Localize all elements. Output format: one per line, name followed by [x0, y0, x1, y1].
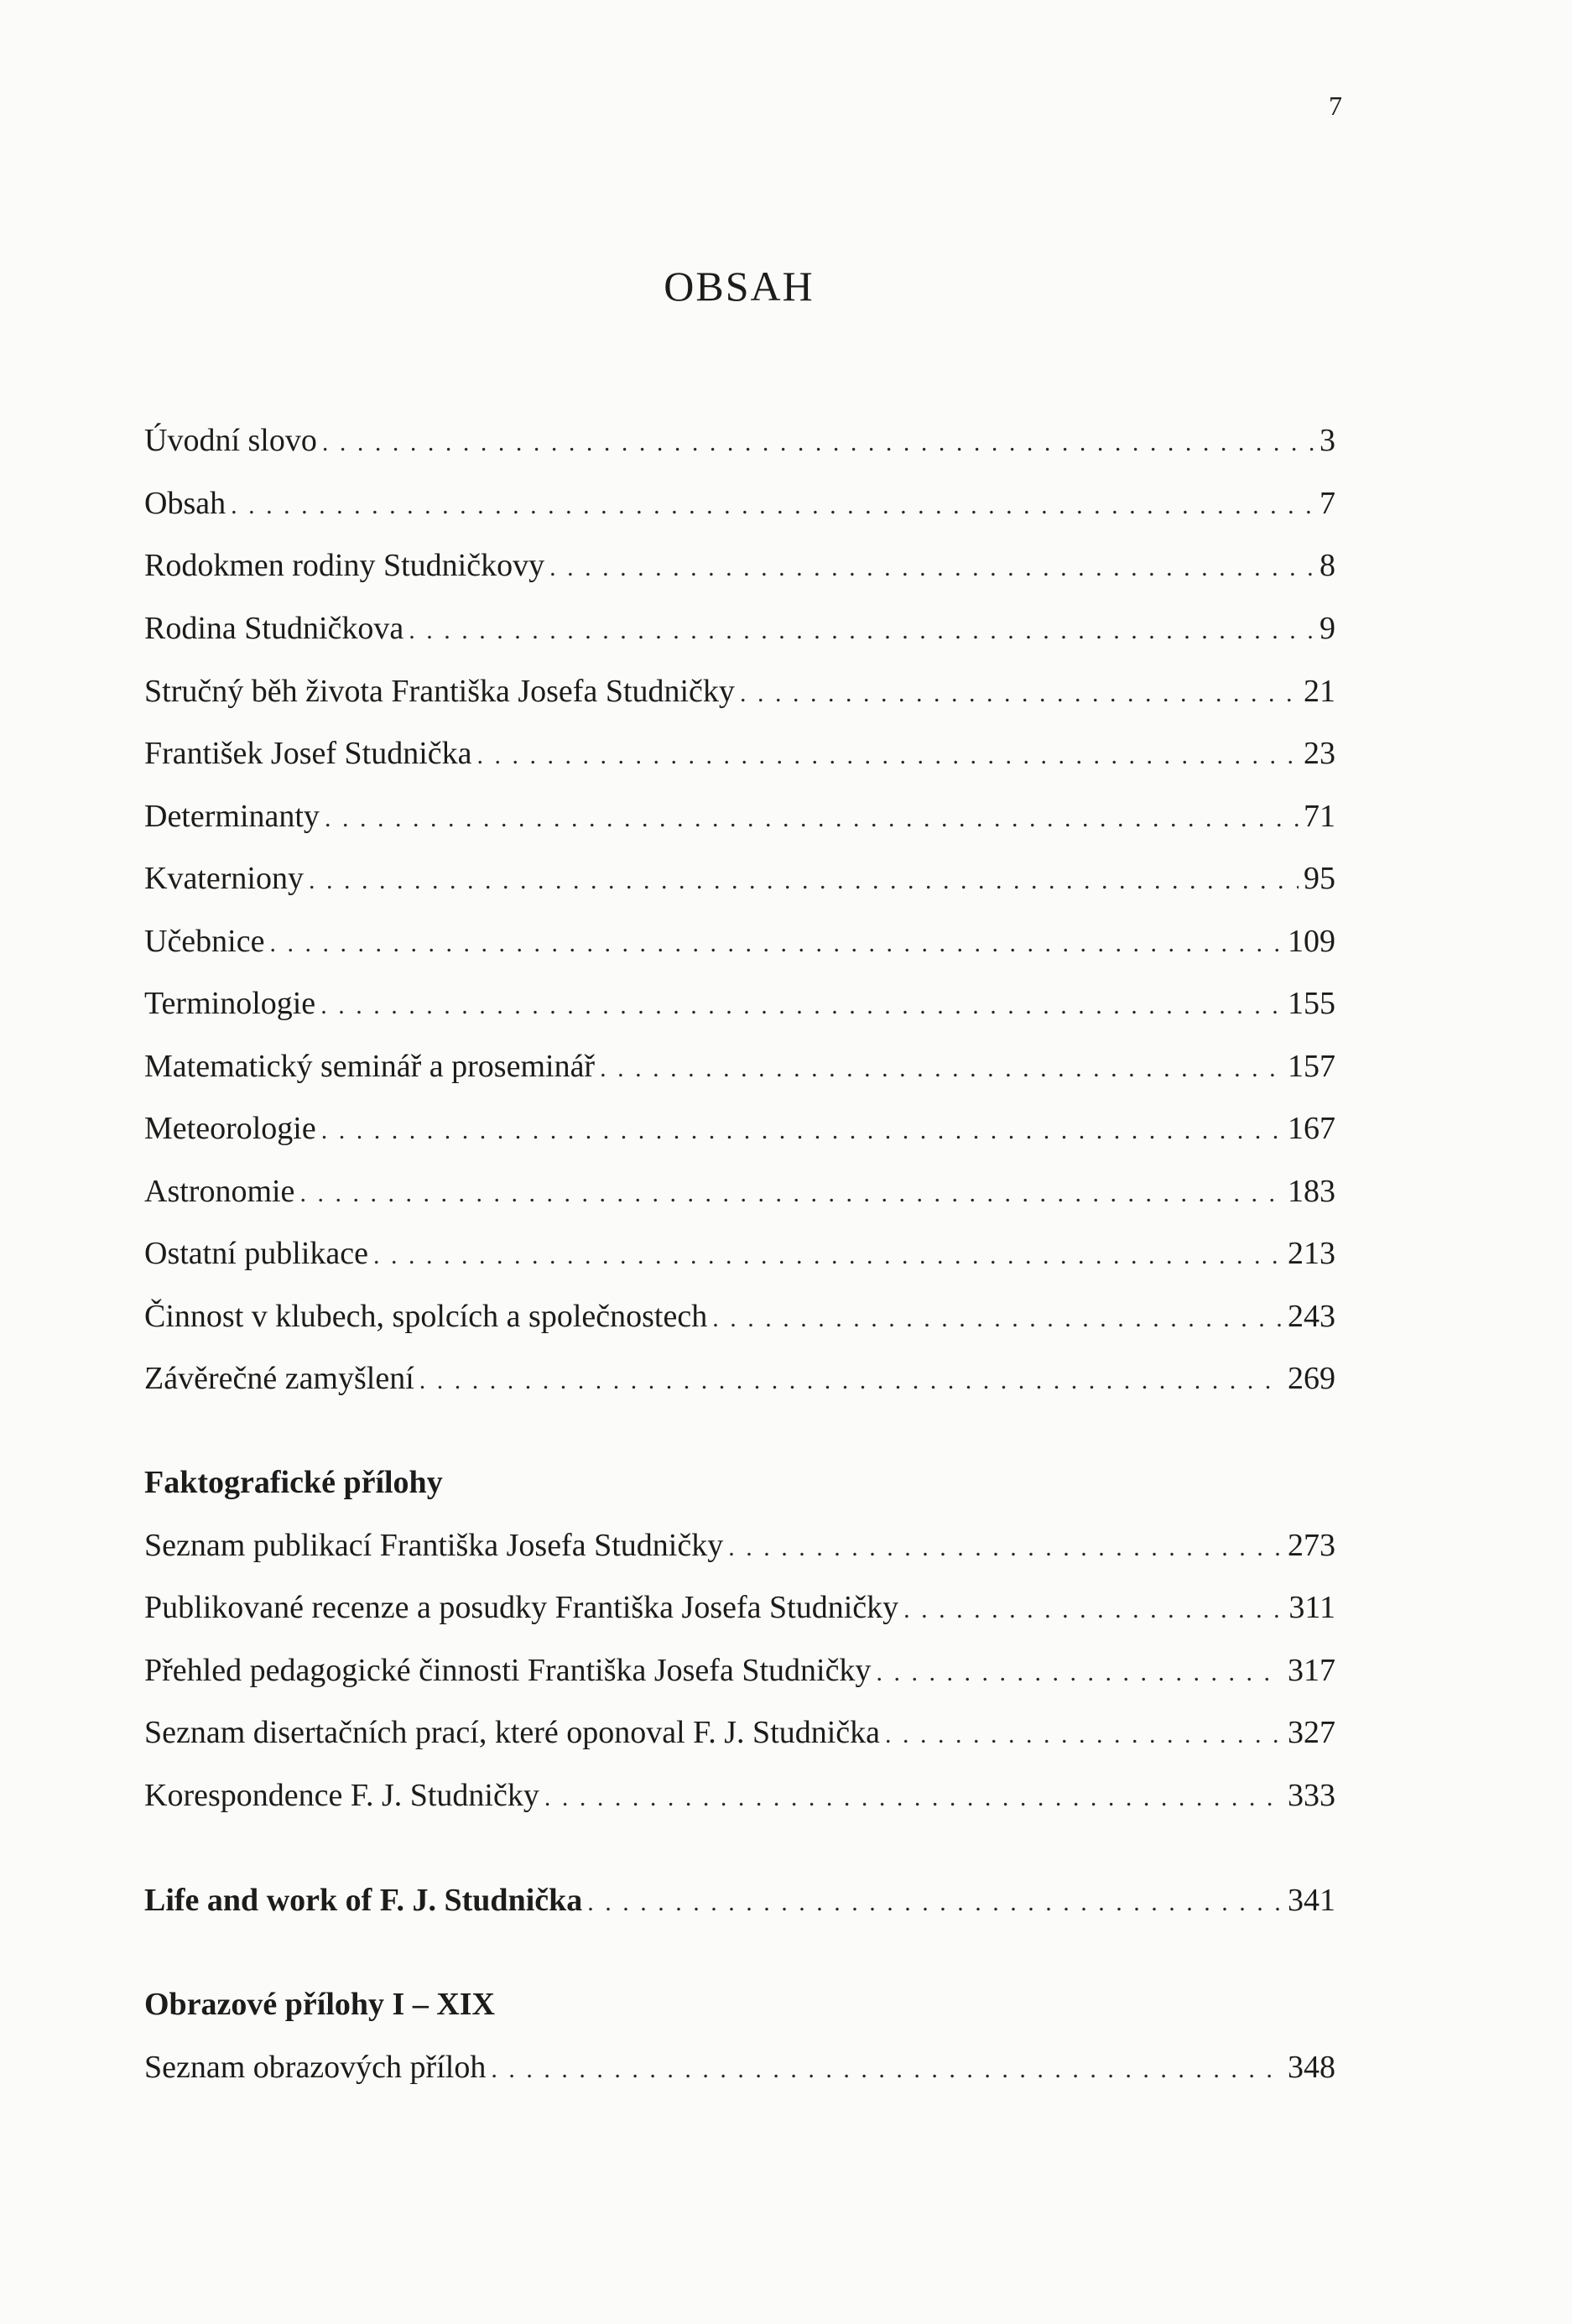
toc-entry-label: Ostatní publikace — [144, 1236, 368, 1271]
toc-entry[interactable] — [144, 1045, 1335, 1087]
toc-entry-label: Life and work of F. J. Studnička — [144, 1883, 583, 1918]
dot-leader — [491, 2049, 1283, 2091]
toc-entry-page: 3 — [1320, 423, 1335, 458]
page-title: OBSAH — [664, 263, 815, 310]
toc-entry-page: 109 — [1288, 924, 1335, 959]
toc-entry[interactable] — [144, 920, 1335, 962]
toc-entry-page: 348 — [1288, 2050, 1335, 2085]
dot-leader — [419, 1360, 1283, 1402]
dot-leader — [587, 1882, 1283, 1924]
toc-entry-page: 317 — [1288, 1653, 1335, 1688]
toc-entry[interactable] — [144, 1712, 1335, 1753]
toc-entry-label: Terminologie — [144, 986, 316, 1021]
dot-leader — [876, 1652, 1283, 1694]
toc-entry[interactable] — [144, 1232, 1335, 1274]
toc-entry[interactable] — [144, 1107, 1335, 1149]
toc-entry-label: Úvodní slovo — [144, 423, 317, 458]
dot-leader — [321, 1110, 1283, 1152]
toc-entry[interactable] — [144, 1649, 1335, 1691]
toc-entry[interactable] — [144, 670, 1335, 712]
toc-entry-page: 341 — [1288, 1883, 1335, 1918]
toc-entry-page: 157 — [1288, 1049, 1335, 1084]
toc-entry-label: Rodina Studničkova — [144, 611, 404, 646]
toc-entry-page: 23 — [1304, 736, 1335, 771]
toc-entry[interactable] — [144, 545, 1335, 586]
dot-leader — [231, 485, 1314, 527]
dot-leader — [885, 1714, 1283, 1756]
toc-entry-label: Seznam publikací Františka Josefa Studničky — [144, 1528, 724, 1563]
page-number: 7 — [1329, 91, 1342, 121]
toc-entry-label: Astronomie — [144, 1174, 295, 1209]
section-heading-pictures: Obrazové přílohy I – XIX — [144, 1987, 495, 2022]
dot-leader — [600, 1048, 1283, 1090]
toc-entry[interactable] — [144, 982, 1335, 1024]
dot-leader — [903, 1589, 1283, 1631]
toc-entry-page: 269 — [1288, 1361, 1335, 1396]
toc-entry-page: 333 — [1288, 1778, 1335, 1813]
toc-entry-label: Publikované recenze a posudky Františka Josefa Studničky — [144, 1590, 899, 1625]
toc-entry-page: 9 — [1320, 611, 1335, 646]
dot-leader — [409, 610, 1314, 652]
toc-entry-label: Stručný běh života Františka Josefa Studničky — [144, 674, 735, 709]
toc-entry-label: Obsah — [144, 486, 226, 521]
toc-entry-page: 71 — [1304, 799, 1335, 834]
toc-entry-label: Meteorologie — [144, 1111, 316, 1146]
dot-leader — [544, 1777, 1283, 1819]
toc-entry-page: 273 — [1288, 1528, 1335, 1563]
dot-leader — [299, 1173, 1283, 1215]
toc-entry[interactable] — [144, 482, 1335, 524]
toc-entry[interactable] — [144, 732, 1335, 774]
dot-leader — [325, 798, 1299, 840]
toc-entry-label: Korespondence F. J. Studničky — [144, 1778, 539, 1813]
dot-leader — [477, 735, 1299, 777]
toc-entry-page: 21 — [1304, 674, 1335, 709]
toc-entry-label: Seznam disertačních prací, které oponoval F. J. Studnička — [144, 1715, 881, 1750]
toc-entry-label: Učebnice — [144, 924, 265, 959]
toc-entry-label: Determinanty — [144, 799, 320, 834]
toc-entry[interactable] — [144, 1524, 1335, 1566]
toc-entry-english-summary[interactable] — [144, 1879, 1335, 1921]
toc-entry-label: Kvaterniony — [144, 861, 304, 896]
toc-entry-page: 213 — [1288, 1236, 1335, 1271]
dot-leader — [740, 673, 1299, 715]
section-heading-appendices: Faktografické přílohy — [144, 1465, 443, 1500]
toc-entry[interactable] — [144, 857, 1335, 899]
toc-entry-label: Přehled pedagogické činnosti Františka Josefa Studničky — [144, 1653, 872, 1688]
dot-leader — [728, 1527, 1283, 1569]
toc-entry-page: 167 — [1288, 1111, 1335, 1146]
dot-leader — [309, 860, 1299, 902]
toc-entry[interactable] — [144, 1170, 1335, 1212]
toc-entry-label: Seznam obrazových příloh — [144, 2050, 487, 2085]
dot-leader — [549, 547, 1314, 589]
toc-entry-page: 327 — [1288, 1715, 1335, 1750]
toc-entry[interactable] — [144, 1357, 1335, 1399]
toc-entry[interactable] — [144, 795, 1335, 837]
toc-entry[interactable] — [144, 607, 1335, 649]
dot-leader — [320, 985, 1283, 1027]
toc-entry[interactable] — [144, 1774, 1335, 1816]
dot-leader — [373, 1235, 1283, 1277]
toc-entry[interactable] — [144, 1295, 1335, 1337]
toc-entry[interactable] — [144, 2046, 1335, 2088]
toc-entry-page: 7 — [1320, 486, 1335, 521]
dot-leader — [322, 422, 1314, 464]
toc-entry[interactable] — [144, 419, 1335, 461]
toc-entry-page: 183 — [1288, 1174, 1335, 1209]
toc-entry-page: 155 — [1288, 986, 1335, 1021]
toc-entry-page: 243 — [1288, 1299, 1335, 1334]
toc-entry-page: 95 — [1304, 861, 1335, 896]
dot-leader — [269, 923, 1283, 965]
dot-leader — [712, 1298, 1283, 1340]
toc-entry-page: 8 — [1320, 548, 1335, 583]
toc-entry-label: František Josef Studnička — [144, 736, 472, 771]
toc-entry[interactable] — [144, 1587, 1335, 1628]
toc-entry-label: Rodokmen rodiny Studničkovy — [144, 548, 545, 583]
toc-entry-page: 311 — [1288, 1590, 1335, 1625]
toc-entry-label: Matematický seminář a proseminář — [144, 1049, 596, 1084]
toc-entry-label: Závěrečné zamyšlení — [144, 1361, 414, 1396]
toc-entry-label: Činnost v klubech, spolcích a společnostech — [144, 1299, 708, 1334]
